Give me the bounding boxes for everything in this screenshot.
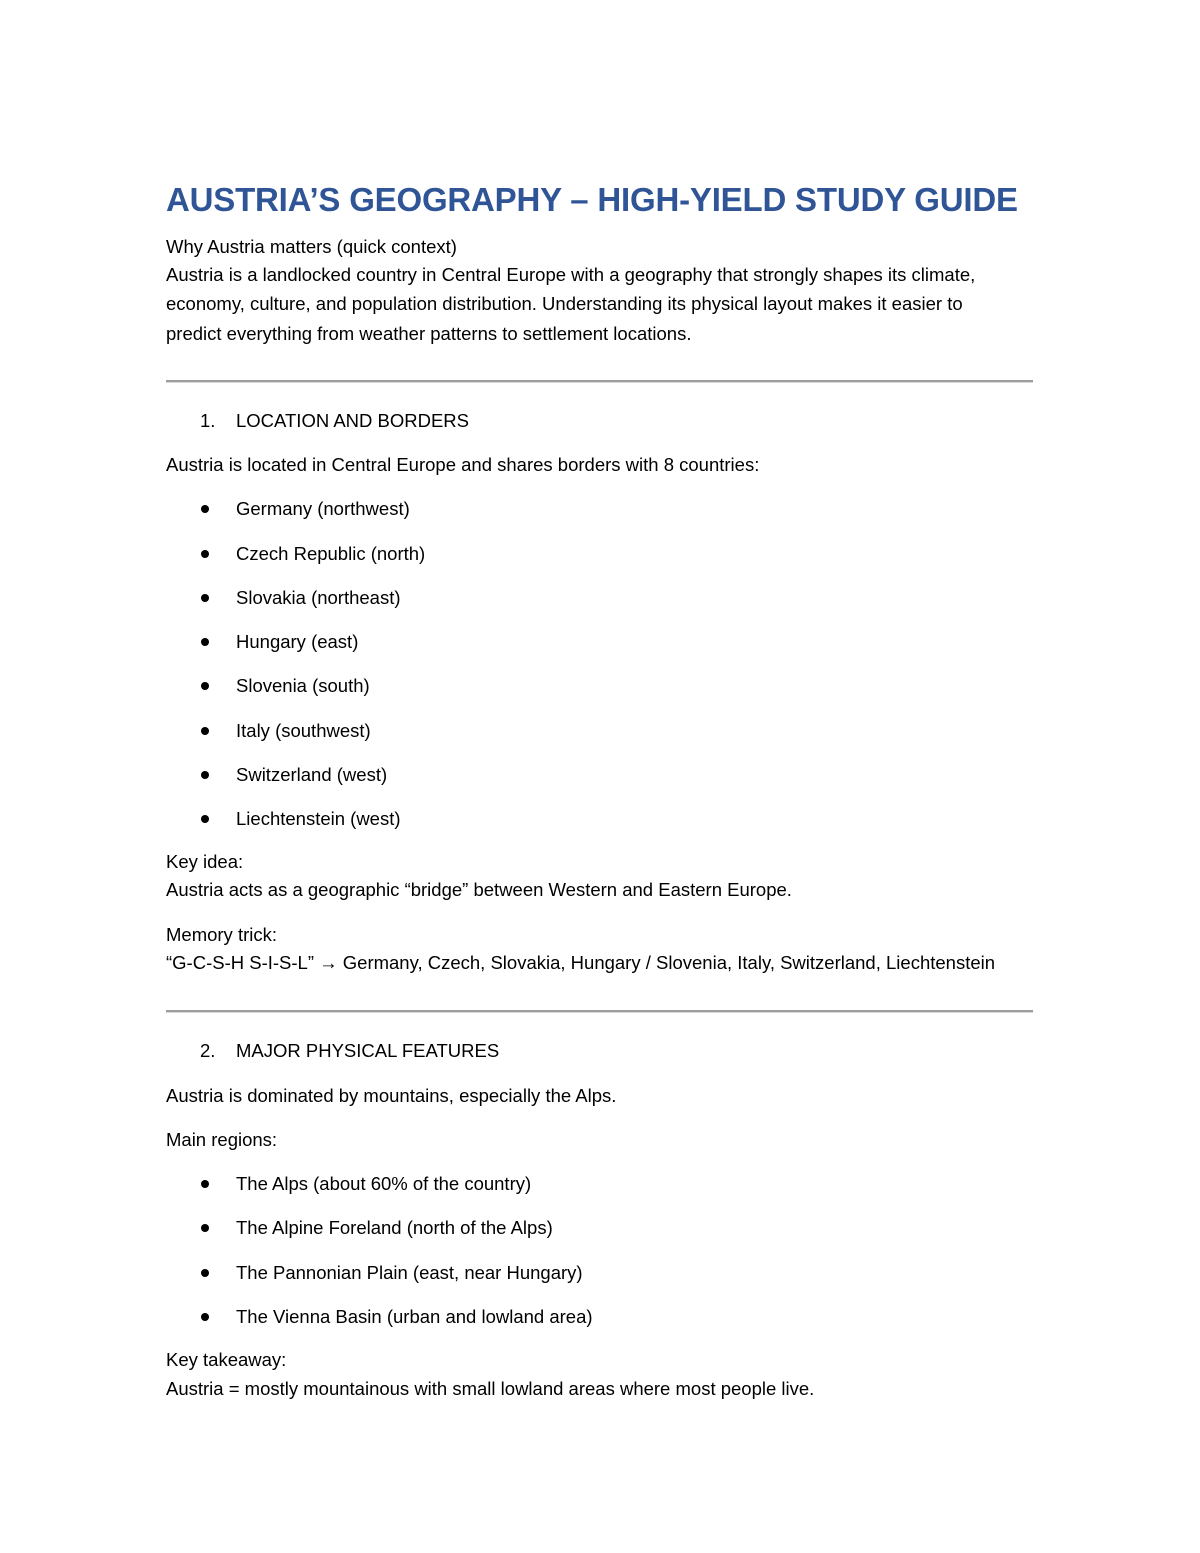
section-number: 1. bbox=[200, 410, 216, 431]
bullet-icon bbox=[201, 1269, 209, 1277]
list-item: Switzerland (west) bbox=[236, 764, 388, 785]
section-heading: MAJOR PHYSICAL FEATURES bbox=[236, 1040, 500, 1061]
regions-label: Main regions: bbox=[166, 1129, 278, 1150]
section-heading: LOCATION AND BORDERS bbox=[236, 410, 470, 431]
key-idea-label: Key idea: bbox=[166, 851, 244, 872]
list-item: Slovakia (northeast) bbox=[236, 587, 401, 608]
section-lead: Austria is located in Central Europe and shares borders with 8 countries: bbox=[166, 454, 760, 475]
page-title: AUSTRIA’S GEOGRAPHY – HIGH-YIELD STUDY GUIDE bbox=[166, 181, 1018, 218]
section-number: 2. bbox=[200, 1040, 216, 1061]
list-item: Germany (northwest) bbox=[236, 498, 410, 519]
memory-trick-text: “G-C-S-H S-I-S-L” → Germany, Czech, Slovakia, Hungary / Slovenia, Italy, Switzerland, Liechtenstein bbox=[166, 952, 996, 973]
memory-trick-label: Memory trick: bbox=[166, 924, 277, 945]
bullet-icon bbox=[201, 771, 209, 779]
intro-line: Austria is a landlocked country in Central Europe with a geography that strongly shapes its climate, bbox=[166, 264, 976, 285]
intro-heading: Why Austria matters (quick context) bbox=[166, 236, 457, 257]
list-item: Italy (southwest) bbox=[236, 720, 371, 741]
bullet-icon bbox=[201, 815, 209, 823]
bullet-icon bbox=[201, 638, 209, 646]
key-idea-text: Austria acts as a geographic “bridge” between Western and Eastern Europe. bbox=[166, 879, 792, 900]
bullet-icon bbox=[201, 505, 209, 513]
list-item: The Pannonian Plain (east, near Hungary) bbox=[236, 1262, 583, 1283]
list-item: Hungary (east) bbox=[236, 631, 359, 652]
bullet-icon bbox=[201, 727, 209, 735]
key-takeaway-label: Key takeaway: bbox=[166, 1349, 287, 1370]
bullet-icon bbox=[201, 682, 209, 690]
bullet-icon bbox=[201, 1224, 209, 1232]
key-takeaway-text: Austria = mostly mountainous with small lowland areas where most people live. bbox=[166, 1378, 815, 1399]
list-item: Czech Republic (north) bbox=[236, 543, 426, 564]
list-item: The Vienna Basin (urban and lowland area) bbox=[236, 1306, 593, 1327]
section-lead: Austria is dominated by mountains, especially the Alps. bbox=[166, 1085, 617, 1106]
bullet-icon bbox=[201, 550, 209, 558]
bullet-icon bbox=[201, 1180, 209, 1188]
intro-line: economy, culture, and population distribution. Understanding its physical layout makes it easier to bbox=[166, 293, 963, 314]
intro-line: predict everything from weather patterns to settlement locations. bbox=[166, 323, 692, 344]
list-item: The Alpine Foreland (north of the Alps) bbox=[236, 1217, 553, 1238]
list-item: Liechtenstein (west) bbox=[236, 808, 401, 829]
horizontal-rule bbox=[166, 380, 1033, 383]
bullet-icon bbox=[201, 1313, 209, 1321]
list-item: The Alps (about 60% of the country) bbox=[236, 1173, 532, 1194]
list-item: Slovenia (south) bbox=[236, 675, 370, 696]
bullet-icon bbox=[201, 594, 209, 602]
horizontal-rule bbox=[166, 1010, 1033, 1013]
